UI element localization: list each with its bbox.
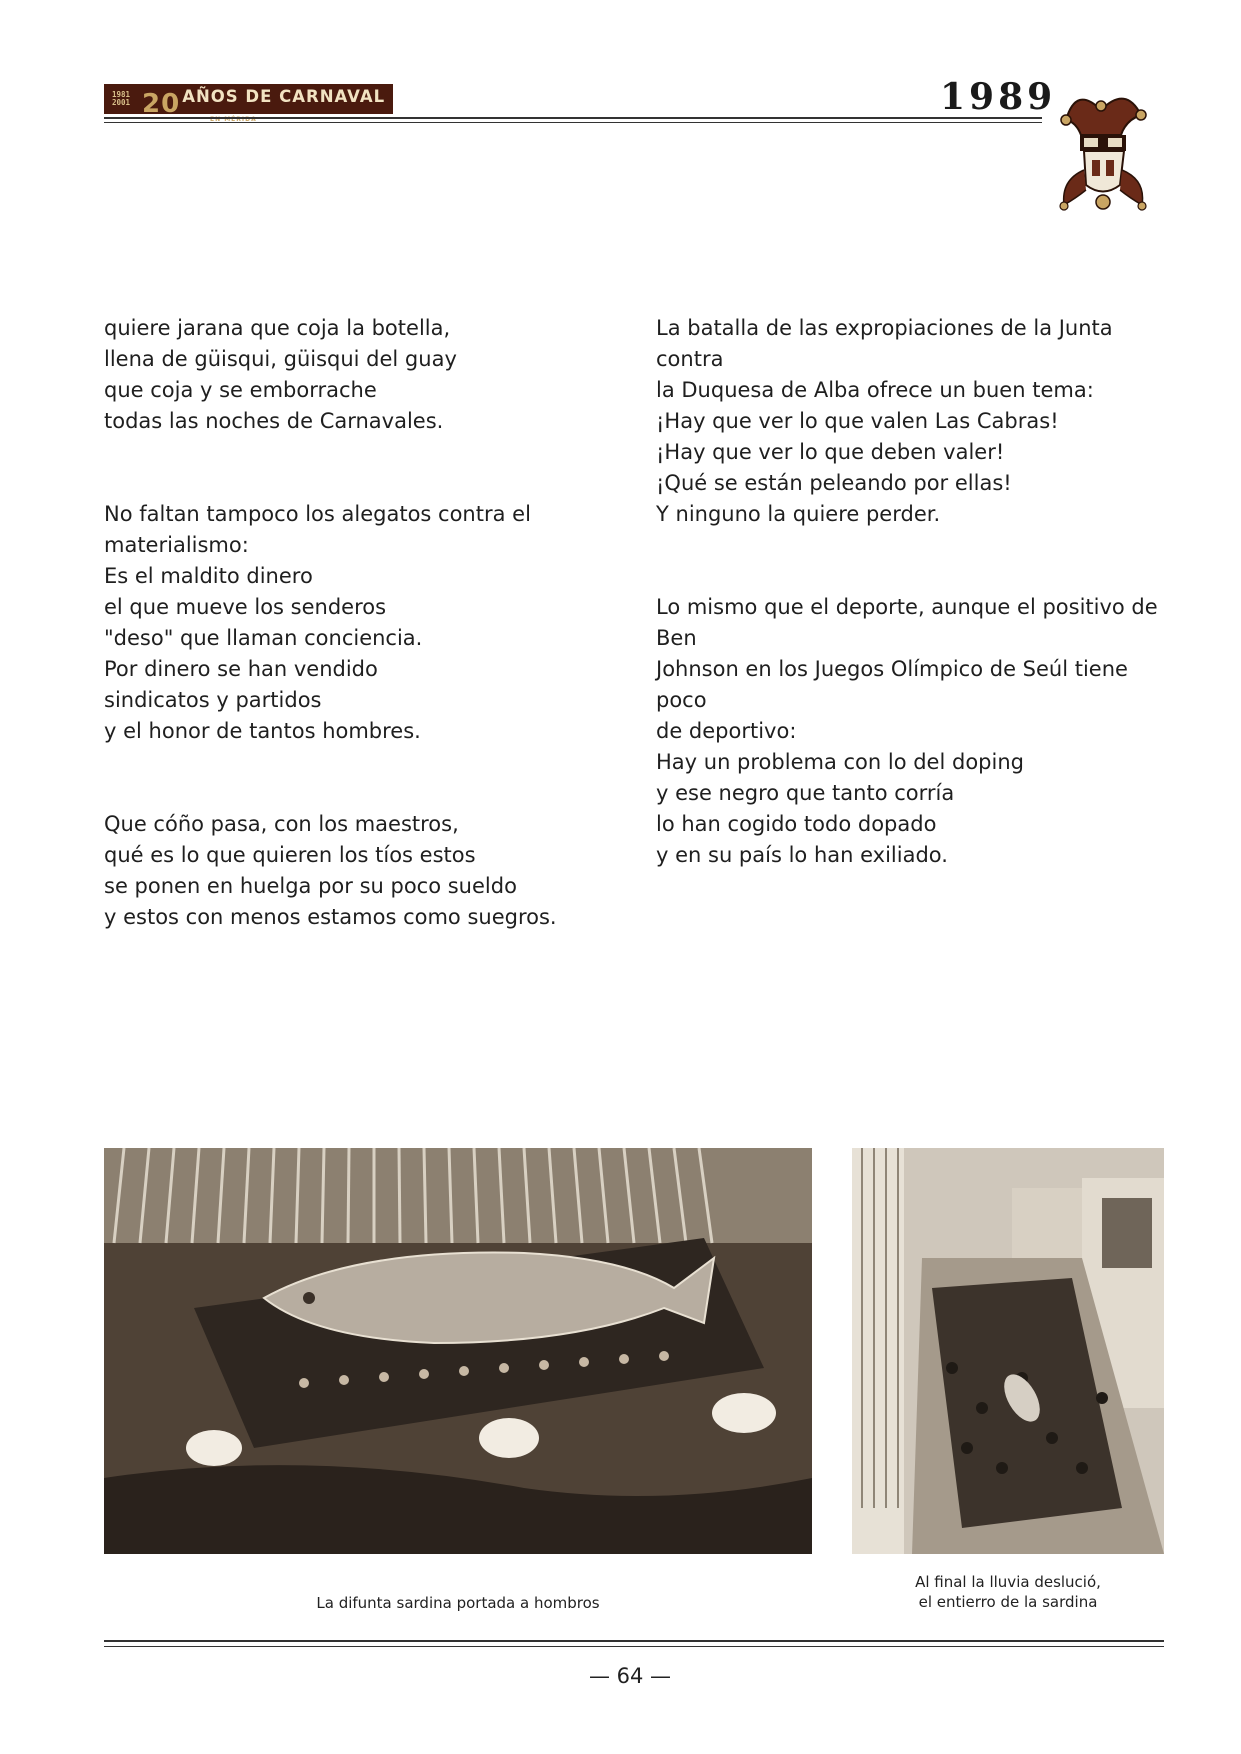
header-years xyxy=(104,84,138,114)
header-year-start: 1981 xyxy=(111,90,131,99)
page-number: — 64 — xyxy=(588,1664,672,1688)
photo-sardina-procession xyxy=(104,1148,812,1554)
header-band xyxy=(138,84,393,119)
page-year: 1989 xyxy=(940,76,1057,118)
footer-rule xyxy=(104,1640,1164,1647)
header-title: AÑOS DE CARNAVAL xyxy=(182,86,386,106)
jester-mask-icon xyxy=(1046,80,1156,230)
right-text-column xyxy=(656,282,1161,933)
verse-maestros: Que cóño pasa, con los maestros, qué es lo que quieren los tíos estos se ponen en huelga por su poco sueldo y estos con menos estamos como suegros. xyxy=(104,812,557,929)
verse-jarana: quiere jarana que coja la botella, llena de güisqui, güisqui del guay que coja y se emborrache todas las noches de Carnavales. xyxy=(104,316,457,433)
caption-left: La difunta sardina portada a hombros xyxy=(316,1594,600,1612)
header-logo xyxy=(104,84,393,119)
verse-dinero: No faltan tampoco los alegatos contra el materialismo: Es el maldito dinero el que mueve los senderos "deso" que llaman conciencia. Por dinero se han vendido sindicatos y partidos y el honor de tantos hombres. xyxy=(104,502,531,743)
header-subtitle: EN MÉRIDA xyxy=(210,116,257,123)
caption-right xyxy=(852,1572,1164,1612)
header-number: 20 xyxy=(142,89,181,119)
left-text-column xyxy=(104,282,574,995)
verse-duquesa: La batalla de las expropiaciones de la Junta contra la Duquesa de Alba ofrece un buen tema: ¡Hay que ver lo que valen Las Cabras! ¡Hay que ver lo que deben valer! ¡Qué se están peleando por ellas! Y ninguno la quiere perder. xyxy=(656,316,1113,526)
caption-right-line1: Al final la lluvia deslució, xyxy=(915,1573,1101,1591)
caption-right-line2: el entierro de la sardina xyxy=(918,1593,1098,1611)
photo-street-crowd xyxy=(852,1148,1164,1554)
header-rule xyxy=(104,117,1042,123)
header-year-end: 2001 xyxy=(111,98,131,107)
verse-doping: Lo mismo que el deporte, aunque el positivo de Ben Johnson en los Juegos Olímpico de Seúl tiene poco de deportivo: Hay un problema con lo del doping y ese negro que tanto corría lo han cogido todo dopado y en su país lo han exiliado. xyxy=(656,595,1158,867)
